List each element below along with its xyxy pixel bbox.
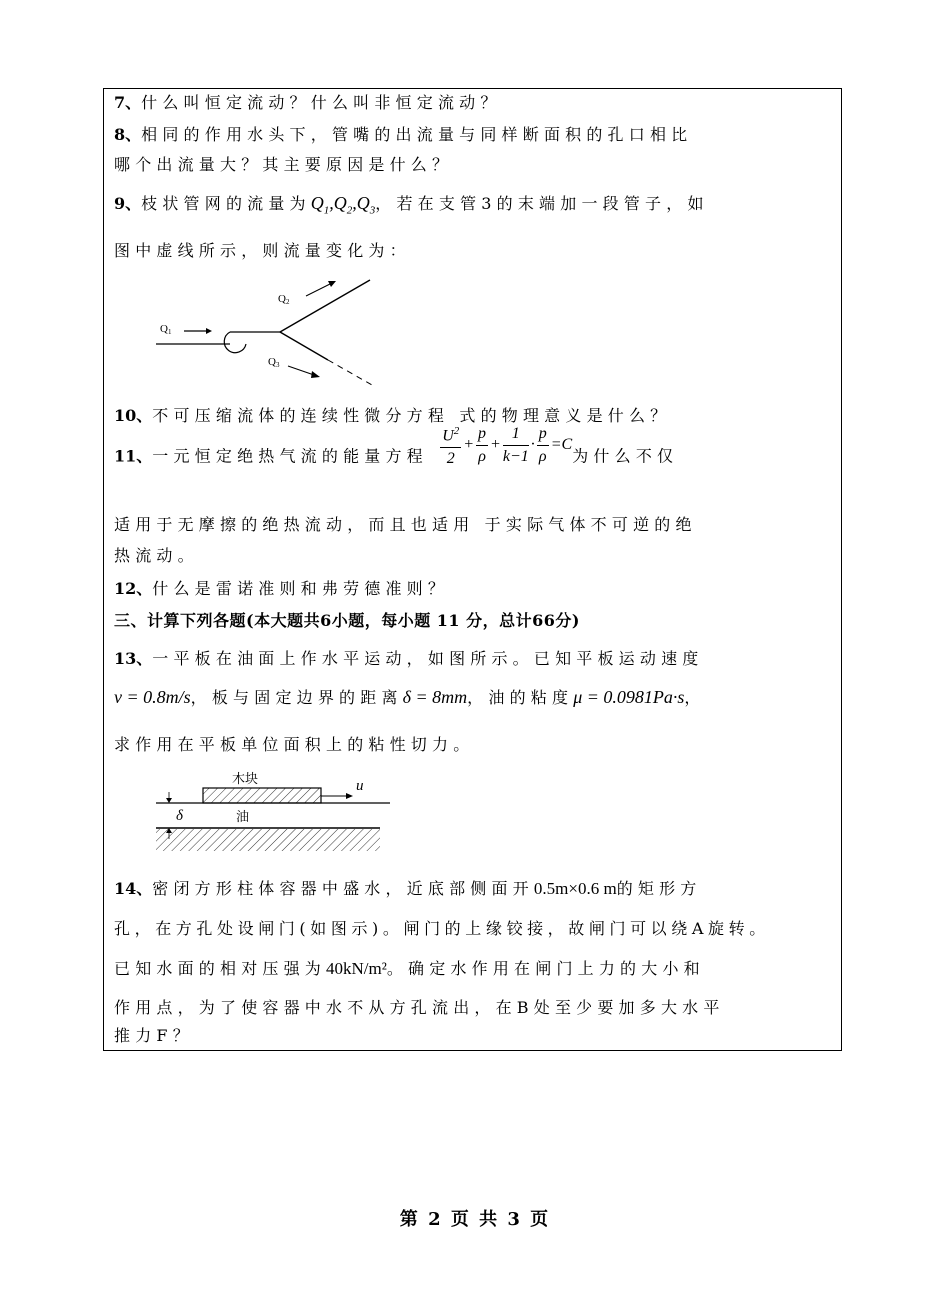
q14-line2 — [114, 918, 770, 940]
q8-line2 — [114, 154, 453, 176]
q14-text3a: 已知水面的相对压强为 — [114, 959, 327, 978]
oil-label: 油 — [236, 810, 250, 825]
branch-2 — [280, 280, 370, 332]
q10-line: 10、不可压缩流体的连续性微分方程 式的物理意义是什么？ — [114, 406, 672, 425]
branch-3-extension-dashed — [328, 360, 372, 385]
q12-line: 12、什么是雷诺准则和弗劳德准则？ — [114, 579, 450, 598]
q13-delta: δ = 8mm — [402, 687, 468, 707]
q8-line1: 8、相同的作用水头下，管嘴的出流量与同样断面积的孔口相比 — [114, 125, 693, 144]
q13-text1: 一平板在油面上作水平运动，如图所示。已知平板运动速度 — [152, 649, 704, 668]
q14-text1: 密闭方形柱体容器中盛水，近底部侧面开 — [152, 879, 534, 898]
section3-title: 三、计算下列各题(本大题共6小题，每小题 11 分，总计66分) — [114, 611, 580, 630]
q11-text2: 适用于无摩擦的绝热流动，而且也适用 于实际气体不可逆的绝 — [114, 515, 697, 534]
q14-line4 — [114, 997, 725, 1019]
q11-text-a: 一元恒定绝热气流的能量方程 — [152, 446, 428, 466]
q1-label: Q1 — [160, 323, 172, 336]
q13-line3 — [114, 734, 474, 756]
q11-line2 — [114, 514, 697, 536]
q9-line2 — [114, 240, 411, 262]
q8-text1: 相同的作用水头下，管嘴的出流量与同样断面积的孔口相比 — [141, 125, 693, 144]
q3-label: Q3 — [268, 356, 280, 369]
q14-hole-size: 0.5m×0.6 m — [533, 879, 617, 898]
q14-text3b: 。确定水作用在闸门上力的大小和 — [386, 959, 705, 978]
q13-velocity: v = 0.8m/s — [114, 687, 191, 707]
block-label: 木块 — [232, 772, 259, 787]
q14-text5: 推力F？ — [114, 1026, 194, 1045]
q2-label: Q2 — [278, 293, 290, 306]
q12-text: 什么是雷诺准则和弗劳德准则？ — [152, 579, 450, 598]
q11-number: 11 — [114, 446, 137, 466]
q11-line1: 11、一元恒定绝热气流的能量方程 $\frac{U^2}{2}$ + $\frac{p}{\rho}$ + $\frac{1}{k-1}$ · $\frac{p}{\rho}$ =C为什么不仅 — [114, 444, 678, 492]
branch-3 — [280, 332, 328, 360]
boundary-hatch — [156, 829, 380, 851]
q14-number: 14 — [114, 879, 137, 898]
q2-arrow — [306, 284, 330, 296]
velocity-arrowhead — [346, 793, 353, 799]
q13-line2: v = 0.8m/s，板与固定边界的距离δ = 8mm，油的粘度μ = 0.0981Pa·s， — [114, 687, 701, 707]
page-footer: 第 2 页 共 3 页 — [399, 1209, 551, 1230]
q12-number: 12 — [114, 579, 137, 598]
q3-arrow — [288, 366, 314, 375]
junction-loop — [224, 332, 246, 353]
q10-number: 10 — [114, 406, 137, 425]
q8-number: 8 — [114, 125, 126, 144]
q13-viscosity: μ = 0.0981Pa·s — [573, 687, 685, 707]
q14-line3 — [114, 958, 705, 980]
q7-text: 什么叫恒定流动？什么叫非恒定流动？ — [141, 93, 502, 112]
q11-text-b: 为什么不仅 — [572, 446, 679, 466]
plate-oil-figure — [150, 762, 390, 857]
q9-line1: 9、枝状管网的流量为$Q_1,Q_2,Q_3$，若在支管3的末端加一段管子，如 — [114, 193, 709, 217]
wood-block — [203, 788, 321, 803]
q9-flows: $Q_1,Q_2,Q_3$ — [310, 193, 376, 217]
question-frame — [103, 88, 842, 1051]
q13-text3: 求作用在平板单位面积上的粘性切力。 — [114, 735, 475, 754]
q14-text2: 孔，在方孔处设闸门(如图示)。闸门的上缘铰接，故闸门可以绕A旋转。 — [114, 919, 770, 938]
q10-text: 不可压缩流体的连续性微分方程 式的物理意义是什么？ — [152, 406, 672, 425]
q9-text2: 图中虚线所示，则流量变化为： — [114, 241, 411, 260]
q14-line5 — [114, 1025, 194, 1047]
q13-number: 13 — [114, 649, 137, 668]
delta-label: δ — [176, 808, 183, 824]
q13-mid1: ，板与固定边界的距离 — [190, 688, 403, 707]
q13-line1: 13、一平板在油面上作水平运动，如图所示。已知平板运动速度 — [114, 649, 704, 668]
q11-text3: 热流动。 — [114, 546, 199, 565]
q11-line3 — [114, 545, 199, 567]
q14-text1b: 的矩形方 — [616, 879, 702, 898]
q3-arrowhead — [311, 371, 320, 378]
q9-number: 9 — [114, 194, 126, 213]
q9-text-b: ，若在支管3的末端加一段管子，如 — [375, 194, 709, 213]
q8-text2: 哪个出流量大？其主要原因是什么？ — [114, 155, 454, 174]
q14-pressure: 40kN/m² — [326, 959, 387, 978]
q13-mid2: ，油的粘度 — [467, 688, 574, 707]
u-label: u — [356, 778, 364, 794]
q7-number: 7 — [114, 93, 126, 112]
pipe-network-figure — [150, 270, 390, 390]
energy-equation: $\frac{U^2}{2}$ + $\frac{p}{\rho}$ + $\frac{1}{k-1}$ · $\frac{p}{\rho}$ =C — [438, 420, 572, 470]
q14-text4: 作用点，为了使容器中水不从方孔流出，在B处至少要加多大水平 — [114, 998, 725, 1017]
q1-arrowhead — [206, 328, 212, 334]
q9-text-a: 枝状管网的流量为 — [141, 194, 311, 213]
q14-line1: 14、密闭方形柱体容器中盛水，近底部侧面开0.5m×0.6 m的矩形方 — [114, 879, 702, 898]
q7-line: 7、什么叫恒定流动？什么叫非恒定流动？ — [114, 93, 502, 112]
